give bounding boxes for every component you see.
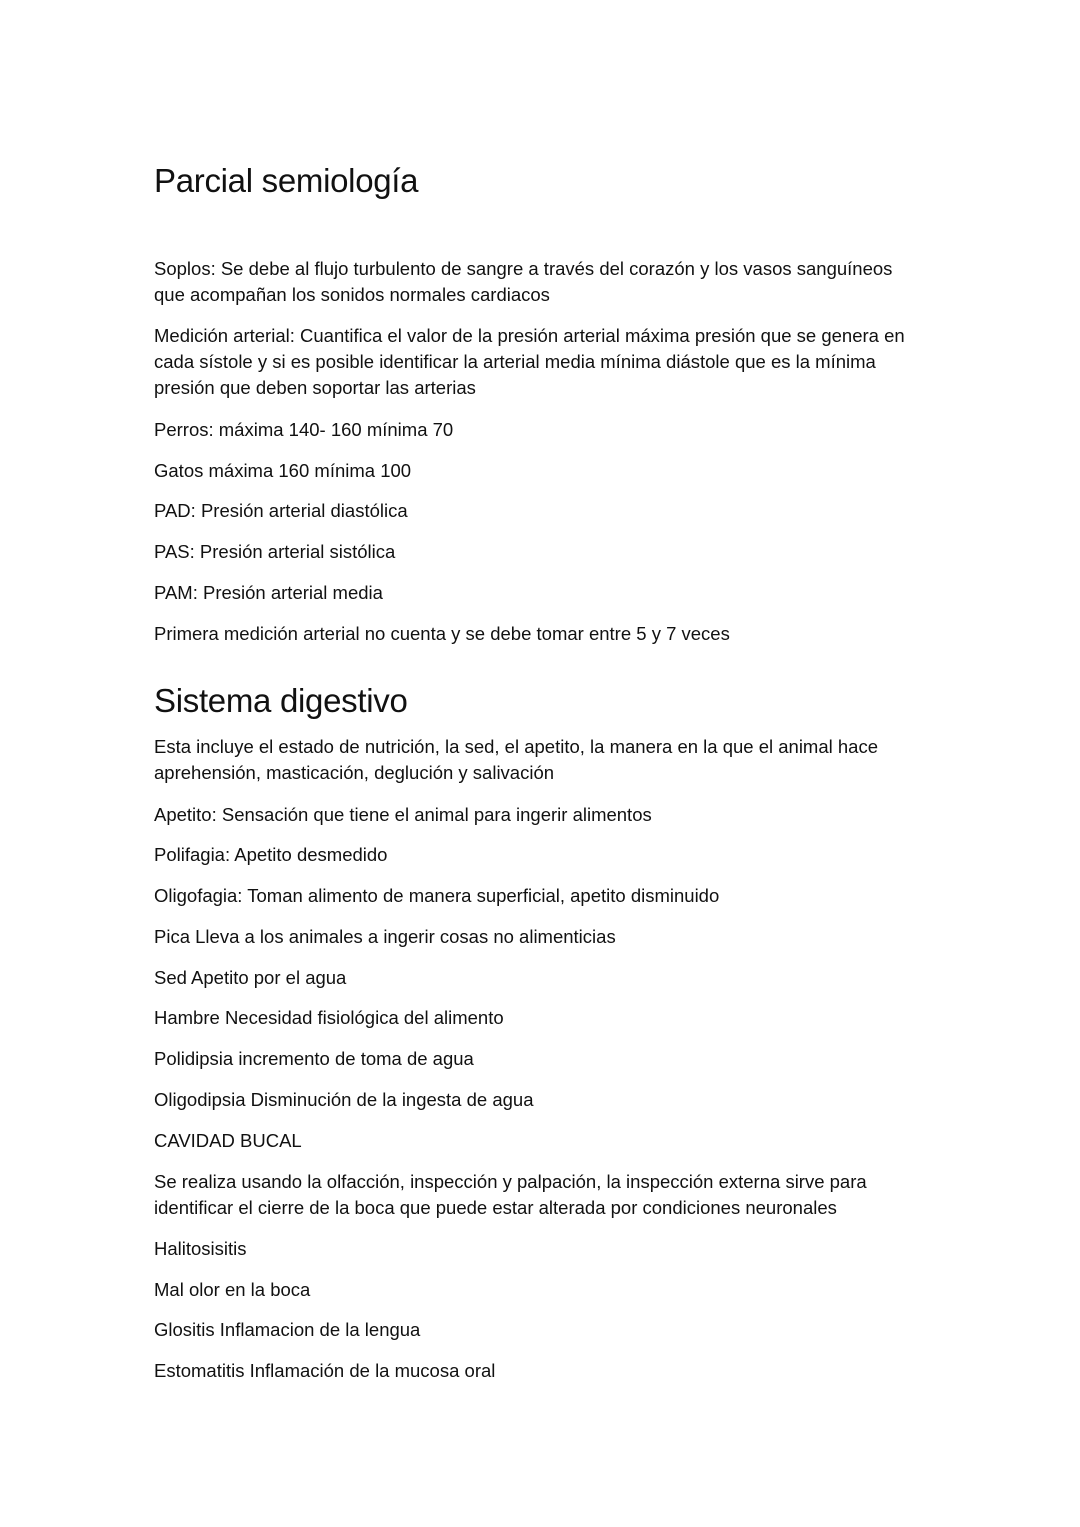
paragraph-mal-olor: Mal olor en la boca xyxy=(154,1279,311,1300)
paragraph-soplos: Soplos: Se debe al flujo turbulento de sangre a través del corazón y los vasos sanguíneos que acompañan los sonidos normales cardiacos xyxy=(154,258,893,305)
section-title-digestivo: Sistema digestivo xyxy=(154,682,408,719)
paragraph-intro-digestivo: Esta incluye el estado de nutrición, la sed, el apetito, la manera en la que el animal hace aprehensión, masticación, deglución y salivación xyxy=(154,736,879,783)
paragraph-glositis: Glositis Inflamacion de la lengua xyxy=(154,1319,421,1340)
paragraph-cavidad-bucal: CAVIDAD BUCAL xyxy=(154,1130,302,1151)
paragraph-perros: Perros: máxima 140- 160 mínima 70 xyxy=(154,419,454,440)
paragraph-pas: PAS: Presión arterial sistólica xyxy=(154,541,396,562)
paragraph-oligodipsia: Oligodipsia Disminución de la ingesta de agua xyxy=(154,1089,534,1110)
paragraph-sed: Sed Apetito por el agua xyxy=(154,967,347,988)
paragraph-oligofagia: Oligofagia: Toman alimento de manera superficial, apetito disminuido xyxy=(154,885,720,906)
paragraph-apetito: Apetito: Sensación que tiene el animal para ingerir alimentos xyxy=(154,804,652,825)
paragraph-inspeccion: Se realiza usando la olfacción, inspección y palpación, la inspección externa sirve para identificar el cierre de la boca que puede estar alterada por condiciones neuronales xyxy=(154,1171,867,1218)
paragraph-estomatitis: Estomatitis Inflamación de la mucosa oral xyxy=(154,1360,496,1381)
paragraph-pam: PAM: Presión arterial media xyxy=(154,582,383,603)
paragraph-polidipsia: Polidipsia incremento de toma de agua xyxy=(154,1048,474,1069)
paragraph-medicion-arterial: Medición arterial: Cuantifica el valor de la presión arterial máxima presión que se genera en cada sístole y si es posible identificar la arterial media mínima diástole que es la mínima presión que deben soportar las arterias xyxy=(154,325,905,398)
paragraph-hambre: Hambre Necesidad fisiológica del alimento xyxy=(154,1007,504,1028)
paragraph-primera-medicion: Primera medición arterial no cuenta y se debe tomar entre 5 y 7 veces xyxy=(154,623,730,644)
paragraph-pica: Pica Lleva a los animales a ingerir cosas no alimenticias xyxy=(154,926,616,947)
page-title: Parcial semiología xyxy=(154,162,419,199)
paragraph-pad: PAD: Presión arterial diastólica xyxy=(154,500,408,521)
paragraph-gatos: Gatos máxima 160 mínima 100 xyxy=(154,460,412,481)
paragraph-halitosis: Halitosisitis xyxy=(154,1238,247,1259)
paragraph-polifagia: Polifagia: Apetito desmedido xyxy=(154,844,388,865)
